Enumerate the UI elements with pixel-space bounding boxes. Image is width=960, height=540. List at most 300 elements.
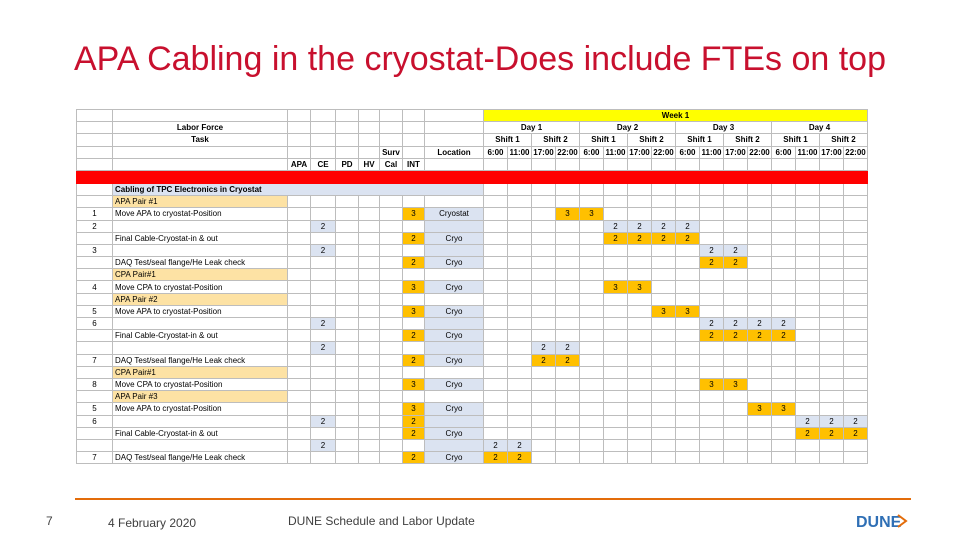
time-cell: [580, 354, 604, 366]
role-int: [403, 342, 425, 354]
row-number: [77, 257, 113, 269]
row-number: 1: [77, 208, 113, 220]
time-cell: [652, 403, 676, 415]
role-cal: [380, 378, 403, 390]
time-cell: [844, 330, 868, 342]
time-cell: [772, 257, 796, 269]
time-cell: [676, 257, 700, 269]
time-cell: [556, 415, 580, 427]
time-cell: [508, 220, 532, 232]
location-cell: Cryo: [425, 452, 484, 464]
time-cell: [796, 220, 820, 232]
time-cell: [724, 281, 748, 293]
time-cell: [748, 366, 772, 378]
time-cell: [532, 415, 556, 427]
shift-header: Shift 1: [580, 134, 628, 146]
task-label: DAQ Test/seal flange/He Leak check: [113, 354, 288, 366]
time-cell: 3: [556, 208, 580, 220]
role-cal: [380, 330, 403, 342]
time-cell: [508, 427, 532, 439]
empty-cell: [403, 391, 425, 403]
time-cell: [580, 220, 604, 232]
time-cell: 3: [580, 208, 604, 220]
time-cell: [508, 330, 532, 342]
time-cell: [604, 293, 628, 305]
task-label: DAQ Test/seal flange/He Leak check: [113, 452, 288, 464]
role-ce: [311, 427, 336, 439]
day-1-header: Day 1: [484, 122, 580, 134]
time-cell: [532, 427, 556, 439]
time-cell: [724, 208, 748, 220]
empty-cell: [288, 391, 311, 403]
time-cell: [772, 366, 796, 378]
time-cell: [580, 415, 604, 427]
role-pd: [336, 415, 359, 427]
time-cell: [580, 244, 604, 256]
location-cell: Cryo: [425, 232, 484, 244]
time-header: 11:00: [701, 147, 722, 157]
time-cell: 2: [700, 244, 724, 256]
location-cell: Cryo: [425, 403, 484, 415]
shift-header: Shift 2: [724, 134, 772, 146]
time-cell: [724, 354, 748, 366]
row-number: [77, 427, 113, 439]
time-cell: 2: [628, 232, 652, 244]
time-cell: [628, 354, 652, 366]
surv-label: Surv: [380, 146, 403, 158]
time-cell: [484, 305, 508, 317]
role-int: 3: [403, 403, 425, 415]
time-cell: [628, 244, 652, 256]
time-cell: [652, 293, 676, 305]
time-cell: [484, 366, 508, 378]
time-cell: [676, 281, 700, 293]
time-cell: [820, 220, 844, 232]
role-pd: [336, 427, 359, 439]
row-number: 6: [77, 318, 113, 330]
time-cell: [748, 452, 772, 464]
time-cell: [556, 366, 580, 378]
labor-force-label: Labor Force: [113, 122, 288, 134]
time-cell: [508, 354, 532, 366]
time-cell: [844, 293, 868, 305]
time-cell: [604, 330, 628, 342]
time-cell: [772, 196, 796, 208]
time-cell: [796, 330, 820, 342]
header-row-week: [77, 110, 868, 122]
time-cell: [604, 391, 628, 403]
time-cell: [676, 378, 700, 390]
role-int: [403, 318, 425, 330]
task-label: [113, 220, 288, 232]
role-cal: [380, 439, 403, 451]
time-cell: [556, 378, 580, 390]
role-cal: [380, 208, 403, 220]
time-cell: [844, 232, 868, 244]
time-header: 17:00: [821, 147, 842, 157]
task-label: DAQ Test/seal flange/He Leak check: [113, 257, 288, 269]
time-cell: [532, 208, 556, 220]
role-apa: [288, 378, 311, 390]
time-cell: [724, 439, 748, 451]
group-row: [77, 391, 868, 403]
time-header: 17:00: [725, 147, 746, 157]
time-cell: [628, 196, 652, 208]
empty-cell: [288, 196, 311, 208]
time-cell: [484, 232, 508, 244]
time-cell: [484, 281, 508, 293]
location-cell: Cryo: [425, 330, 484, 342]
time-cell: 2: [652, 232, 676, 244]
time-cell: [724, 391, 748, 403]
time-cell: [820, 318, 844, 330]
role-cal: [380, 427, 403, 439]
time-cell: [628, 452, 652, 464]
time-cell: [532, 257, 556, 269]
time-cell: 2: [724, 257, 748, 269]
time-cell: [796, 257, 820, 269]
footer-date: 4 February 2020: [108, 516, 197, 530]
role-pd: [336, 208, 359, 220]
role-hv: [359, 305, 380, 317]
time-cell: [484, 427, 508, 439]
time-cell: [580, 391, 604, 403]
empty-cell: [380, 269, 403, 281]
time-cell: [652, 244, 676, 256]
role-cal: [380, 305, 403, 317]
group-row: [77, 269, 868, 281]
time-cell: [748, 439, 772, 451]
time-cell: [820, 293, 844, 305]
task-row: [77, 427, 868, 439]
time-cell: [772, 342, 796, 354]
time-cell: [772, 415, 796, 427]
time-cell: [508, 318, 532, 330]
time-cell: [556, 244, 580, 256]
role-pd: [336, 452, 359, 464]
role-ce: [311, 452, 336, 464]
time-header: 6:00: [772, 146, 796, 158]
row-number: [77, 439, 113, 451]
time-header: 22:00: [557, 147, 578, 157]
empty-cell: [359, 269, 380, 281]
time-cell: [532, 439, 556, 451]
time-cell: [556, 439, 580, 451]
time-cell: [676, 452, 700, 464]
time-cell: [676, 391, 700, 403]
time-cell: 2: [724, 330, 748, 342]
row-number: 2: [77, 220, 113, 232]
empty-cell: [311, 391, 336, 403]
role-apa: [288, 318, 311, 330]
empty-cell: [425, 366, 484, 378]
role-header-int: INT: [403, 158, 425, 170]
header-row-times: [77, 146, 868, 158]
time-cell: [676, 269, 700, 281]
time-cell: [556, 293, 580, 305]
task-label: Final Cable-Cryostat-in & out: [113, 427, 288, 439]
time-cell: [676, 354, 700, 366]
time-cell: [484, 403, 508, 415]
time-cell: 3: [628, 281, 652, 293]
time-cell: [772, 208, 796, 220]
time-cell: [844, 244, 868, 256]
role-cal: [380, 415, 403, 427]
time-cell: [796, 391, 820, 403]
time-cell: [772, 293, 796, 305]
time-cell: [604, 354, 628, 366]
time-cell: [748, 232, 772, 244]
role-ce: [311, 354, 336, 366]
time-cell: 2: [748, 318, 772, 330]
role-int: 2: [403, 232, 425, 244]
time-cell: [820, 391, 844, 403]
role-cal: [380, 318, 403, 330]
task-label: Move APA to cryostat-Position: [113, 305, 288, 317]
time-cell: [796, 318, 820, 330]
time-cell: [508, 342, 532, 354]
time-header: 17:00: [533, 147, 554, 157]
empty-cell: [288, 269, 311, 281]
time-cell: [508, 208, 532, 220]
time-header: 22:00: [845, 147, 866, 157]
time-cell: [604, 427, 628, 439]
time-cell: [628, 378, 652, 390]
time-cell: [556, 318, 580, 330]
time-cell: [580, 427, 604, 439]
time-cell: [508, 403, 532, 415]
role-header-ce: CE: [311, 158, 336, 170]
location-cell: [425, 244, 484, 256]
time-cell: [484, 342, 508, 354]
task-label: Move CPA to cryostat-Position: [113, 281, 288, 293]
time-cell: [724, 293, 748, 305]
role-ce: 2: [311, 342, 336, 354]
time-cell: [508, 391, 532, 403]
time-cell: [700, 220, 724, 232]
time-cell: [796, 452, 820, 464]
role-apa: [288, 257, 311, 269]
time-cell: [604, 208, 628, 220]
time-cell: [652, 452, 676, 464]
time-cell: 2: [700, 257, 724, 269]
time-cell: [820, 281, 844, 293]
time-cell: [676, 403, 700, 415]
task-label: Task: [113, 134, 288, 146]
time-cell: [844, 305, 868, 317]
time-cell: 3: [676, 305, 700, 317]
task-row: [77, 318, 868, 330]
role-ce: [311, 403, 336, 415]
time-cell: 2: [628, 220, 652, 232]
time-cell: [484, 391, 508, 403]
time-cell: [580, 293, 604, 305]
time-cell: [820, 378, 844, 390]
location-label: Location: [425, 146, 484, 158]
time-cell: [796, 366, 820, 378]
time-cell: 2: [604, 232, 628, 244]
time-cell: [604, 196, 628, 208]
time-cell: [556, 257, 580, 269]
time-cell: [796, 269, 820, 281]
task-row: [77, 330, 868, 342]
empty-cell: [403, 366, 425, 378]
empty-cell: [359, 391, 380, 403]
role-cal: [380, 220, 403, 232]
time-cell: 2: [748, 330, 772, 342]
role-cal: [380, 257, 403, 269]
location-cell: Cryo: [425, 354, 484, 366]
time-cell: [844, 452, 868, 464]
time-cell: [604, 366, 628, 378]
dune-logo: [854, 511, 914, 536]
time-cell: [652, 378, 676, 390]
role-hv: [359, 208, 380, 220]
role-header-pd: PD: [336, 158, 359, 170]
time-cell: [652, 208, 676, 220]
time-cell: [532, 318, 556, 330]
time-cell: [532, 281, 556, 293]
role-pd: [336, 342, 359, 354]
time-cell: [484, 220, 508, 232]
empty-cell: [359, 293, 380, 305]
schedule-rows: [77, 196, 868, 464]
time-cell: [820, 269, 844, 281]
role-pd: [336, 330, 359, 342]
time-cell: [700, 415, 724, 427]
role-int: 3: [403, 208, 425, 220]
role-hv: [359, 452, 380, 464]
time-header: 6:00: [580, 146, 604, 158]
time-cell: [628, 208, 652, 220]
role-header-apa: APA: [288, 158, 311, 170]
time-cell: [484, 330, 508, 342]
time-cell: [628, 305, 652, 317]
time-cell: 2: [676, 232, 700, 244]
time-cell: [508, 305, 532, 317]
task-label: Move APA to cryostat-Position: [113, 208, 288, 220]
time-cell: [628, 415, 652, 427]
time-cell: [772, 427, 796, 439]
role-pd: [336, 318, 359, 330]
empty-cell: [380, 293, 403, 305]
time-cell: [580, 318, 604, 330]
empty-cell: [425, 293, 484, 305]
time-cell: [604, 415, 628, 427]
time-cell: 2: [844, 415, 868, 427]
time-cell: [628, 403, 652, 415]
time-cell: [748, 342, 772, 354]
dune-logo-text: DUNE: [856, 514, 902, 531]
task-label: [113, 318, 288, 330]
empty-cell: [336, 366, 359, 378]
time-cell: [748, 220, 772, 232]
shift-header: Shift 2: [532, 134, 580, 146]
time-cell: [484, 378, 508, 390]
time-cell: 2: [700, 318, 724, 330]
location-cell: Cryo: [425, 427, 484, 439]
time-cell: [844, 403, 868, 415]
empty-cell: [425, 391, 484, 403]
role-hv: [359, 330, 380, 342]
group-row: [77, 196, 868, 208]
empty-cell: [336, 391, 359, 403]
time-cell: [532, 378, 556, 390]
time-cell: [700, 427, 724, 439]
time-cell: 2: [796, 427, 820, 439]
time-cell: [700, 281, 724, 293]
role-ce: 2: [311, 415, 336, 427]
task-label: [113, 342, 288, 354]
time-cell: [820, 305, 844, 317]
time-cell: [748, 281, 772, 293]
role-apa: [288, 281, 311, 293]
time-cell: [700, 269, 724, 281]
time-header: 11:00: [509, 147, 530, 157]
time-cell: [796, 208, 820, 220]
time-cell: [580, 196, 604, 208]
role-apa: [288, 452, 311, 464]
role-apa: [288, 415, 311, 427]
time-cell: [604, 342, 628, 354]
time-cell: [748, 293, 772, 305]
time-cell: [700, 196, 724, 208]
role-int: 2: [403, 257, 425, 269]
time-cell: [532, 244, 556, 256]
time-cell: [508, 415, 532, 427]
time-cell: [556, 196, 580, 208]
role-int: 3: [403, 378, 425, 390]
time-cell: [628, 269, 652, 281]
empty-cell: [425, 196, 484, 208]
time-cell: 3: [604, 281, 628, 293]
time-cell: [724, 342, 748, 354]
time-cell: [604, 378, 628, 390]
location-cell: Cryo: [425, 257, 484, 269]
time-cell: [772, 378, 796, 390]
time-cell: [604, 244, 628, 256]
time-header: 17:00: [629, 147, 650, 157]
location-cell: [425, 318, 484, 330]
role-hv: [359, 281, 380, 293]
role-pd: [336, 305, 359, 317]
time-cell: [748, 208, 772, 220]
slide-number: 7: [46, 514, 53, 528]
task-row: [77, 220, 868, 232]
time-cell: [700, 354, 724, 366]
role-apa: [288, 342, 311, 354]
time-cell: [580, 439, 604, 451]
time-cell: [484, 293, 508, 305]
time-cell: [532, 293, 556, 305]
time-cell: [796, 232, 820, 244]
time-cell: [700, 208, 724, 220]
role-apa: [288, 403, 311, 415]
role-pd: [336, 244, 359, 256]
location-cell: Cryo: [425, 378, 484, 390]
location-cell: [425, 415, 484, 427]
time-cell: [796, 305, 820, 317]
role-int: 3: [403, 305, 425, 317]
time-cell: [820, 196, 844, 208]
empty-cell: [359, 366, 380, 378]
role-pd: [336, 354, 359, 366]
role-cal: [380, 403, 403, 415]
time-cell: [652, 415, 676, 427]
task-row: [77, 452, 868, 464]
time-cell: [652, 269, 676, 281]
empty-cell: [311, 293, 336, 305]
